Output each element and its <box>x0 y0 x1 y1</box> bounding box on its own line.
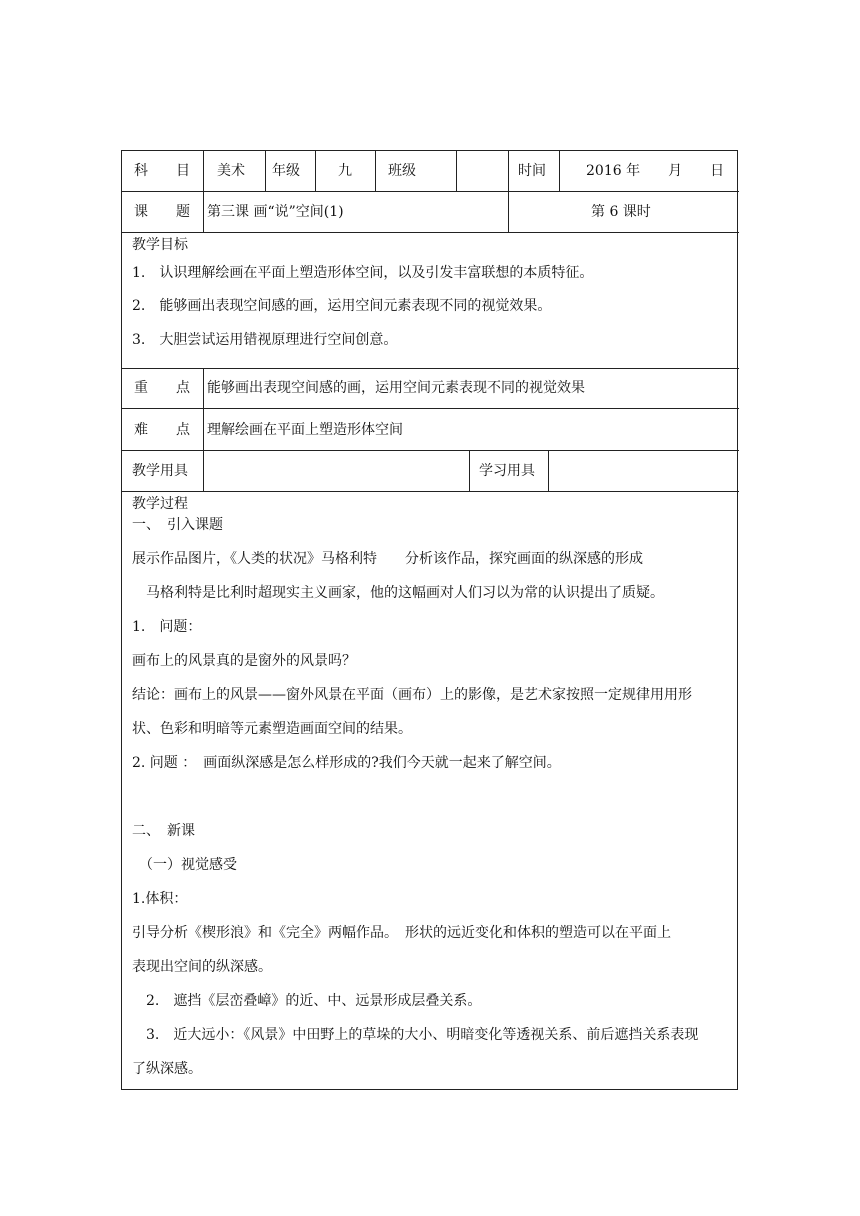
learning-tools-label: 学习用具 <box>479 463 535 479</box>
process-line: 一、 引入课题 <box>132 517 223 533</box>
objective-item: 3. 大胆尝试运用错视原理进行空间创意。 <box>132 332 398 348</box>
process-line: 了纵深感。 <box>132 1061 202 1077</box>
row-divider <box>122 491 739 492</box>
objectives-heading: 教学目标 <box>132 237 188 253</box>
teaching-tools-label: 教学用具 <box>132 463 188 479</box>
row-divider <box>122 232 739 233</box>
process-line: 1. 问题： <box>132 619 202 635</box>
row-divider <box>122 191 739 192</box>
process-line: 二、 新课 <box>132 823 195 839</box>
process-line: 展示作品图片，《人类的状况》马格利特 分析该作品，探究画面的纵深感的形成 <box>132 551 643 567</box>
key-point-value: 能够画出表现空间感的画，运用空间元素表现不同的视觉效果 <box>207 380 585 396</box>
objective-item: 2. 能够画出表现空间感的画，运用空间元素表现不同的视觉效果。 <box>132 298 552 314</box>
row-divider <box>122 450 739 451</box>
col-divider <box>203 191 204 232</box>
col-divider <box>203 151 204 191</box>
subject-value: 美术 <box>217 163 245 179</box>
process-line: 3. 近大远小：《风景》中田野上的草垛的大小、明暗变化等透视关系、前后遮挡关系表现 <box>132 1027 699 1043</box>
col-divider <box>375 151 376 191</box>
col-divider <box>203 450 204 491</box>
col-divider <box>456 151 457 191</box>
col-divider <box>265 151 266 191</box>
process-line: 状、色彩和明暗等元素塑造画面空间的结果。 <box>132 721 412 737</box>
process-heading: 教学过程 <box>132 496 188 512</box>
lesson-title: 第三课 画“说”空间(1) <box>207 204 344 220</box>
subject-label: 科 目 <box>134 163 190 179</box>
grade-label: 年级 <box>272 163 300 179</box>
col-divider <box>508 191 509 232</box>
lesson-plan-table <box>121 150 738 1090</box>
row-divider <box>122 368 739 369</box>
col-divider <box>203 368 204 450</box>
process-line: 结论：画布上的风景——窗外风景在平面（画布）上的影像，是艺术家按照一定规律用用形 <box>132 687 692 703</box>
lesson-period: 第 6 课时 <box>591 204 651 220</box>
process-line: 2. 遮挡《层峦叠嶂》的近、中、远景形成层叠关系。 <box>132 993 482 1009</box>
difficulty-label: 难 点 <box>134 422 190 438</box>
time-value: 2016 年 月 日 <box>586 163 725 179</box>
objective-item: 1. 认识理解绘画在平面上塑造形体空间，以及引发丰富联想的本质特征。 <box>132 265 594 281</box>
grade-value: 九 <box>338 163 352 179</box>
key-point-label: 重 点 <box>134 380 190 396</box>
col-divider <box>315 151 316 191</box>
time-label: 时间 <box>518 163 546 179</box>
class-label: 班级 <box>388 163 416 179</box>
col-divider <box>508 151 509 191</box>
process-line: 马格利特是比利时超现实主义画家，他的这幅画对人们习以为常的认识提出了质疑。 <box>132 585 664 601</box>
process-line: 1.体积： <box>132 891 188 907</box>
process-line: 表现出空间的纵深感。 <box>132 959 272 975</box>
process-line: （一）视觉感受 <box>132 857 237 873</box>
process-line: 2. 问题 ： 画面纵深感是怎么样形成的?我们今天就一起来了解空间。 <box>132 755 561 771</box>
process-line: 引导分析《楔形浪》和《完全》两幅作品。 形状的远近变化和体积的塑造可以在平面上 <box>132 925 671 941</box>
process-line: 画布上的风景真的是窗外的风景吗？ <box>132 653 356 669</box>
col-divider <box>469 450 470 491</box>
col-divider <box>548 450 549 491</box>
col-divider <box>559 151 560 191</box>
row-divider <box>122 408 739 409</box>
lesson-label: 课 题 <box>134 204 190 220</box>
difficulty-value: 理解绘画在平面上塑造形体空间 <box>207 422 403 438</box>
